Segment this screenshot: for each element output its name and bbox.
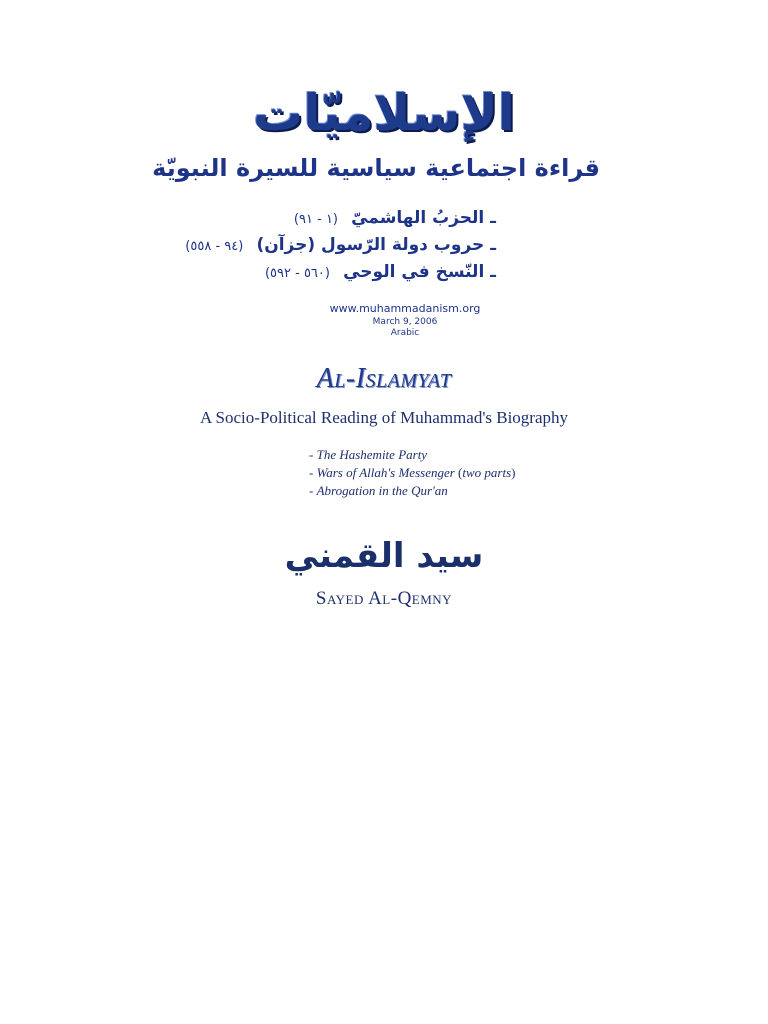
english-subtitle: A Socio-Political Reading of Muhammad's Biography <box>199 408 569 427</box>
english-parts-list <box>309 446 609 500</box>
english-part-title: Wars of Allah's Messenger <box>316 465 459 480</box>
english-part-title: Abrogation in the Qur'an <box>316 483 448 498</box>
website-link[interactable]: www.muhammadanism.org <box>329 302 481 315</box>
arabic-part-title: ـ حروب دولة الرّسول (جزآن) <box>256 235 496 255</box>
publication-date: March 9, 2006 <box>372 317 438 327</box>
arabic-parts-list <box>150 204 496 285</box>
arabic-title-logo: الإسلاميّات <box>253 84 515 142</box>
list-dash: - <box>309 465 317 480</box>
arabic-part-item <box>150 231 496 258</box>
arabic-part-page-range: (٥٦٠ - ٥٩٢) <box>264 266 330 281</box>
paren-close: ) <box>511 465 516 480</box>
list-dash: - <box>309 483 317 498</box>
arabic-part-page-range: (١ - ٩١) <box>293 212 338 227</box>
english-part-title: The Hashemite Party <box>316 447 428 462</box>
arabic-part-title: ـ النّسخ في الوحي <box>343 262 496 282</box>
arabic-part-page-range: (٩٤ - ٥٥٨) <box>185 239 244 254</box>
arabic-part-title: ـ الحزبُ الهاشميّ <box>351 208 496 228</box>
english-part-item <box>309 464 609 482</box>
english-part-item <box>309 446 609 464</box>
arabic-part-item <box>150 204 496 231</box>
english-part-item <box>309 482 609 500</box>
language-label: Arabic <box>390 328 420 338</box>
english-author-name: Sayed Al-Qemny <box>315 588 453 609</box>
arabic-subtitle: قراءة اجتماعية سياسية للسيرة النبويّة <box>152 154 600 182</box>
arabic-part-item <box>150 258 496 285</box>
english-part-note: two parts <box>462 465 512 480</box>
arabic-author-name: سيد القمني <box>284 536 484 576</box>
paren-open: ( <box>458 465 463 480</box>
english-title: Al-Islamyat <box>316 363 452 394</box>
list-dash: - <box>309 447 317 462</box>
